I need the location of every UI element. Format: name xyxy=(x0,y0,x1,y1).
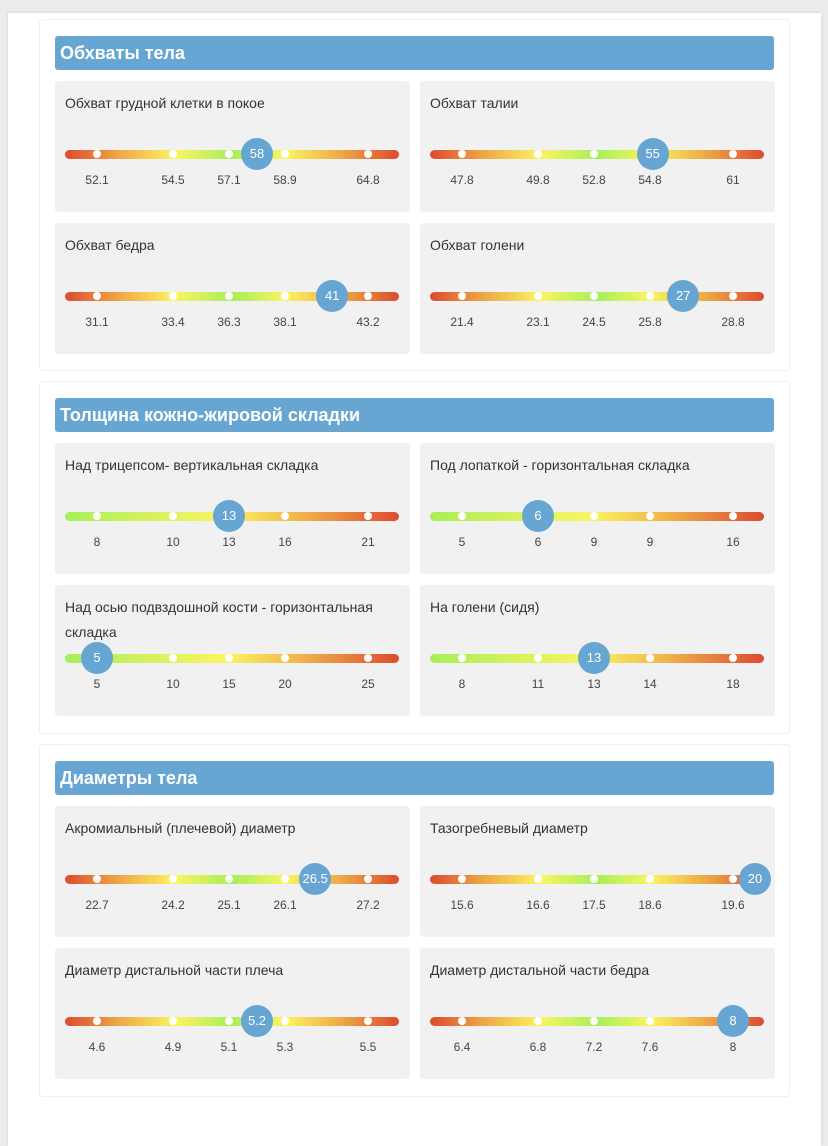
range-tick-label: 25 xyxy=(361,677,375,691)
range-dot xyxy=(169,875,177,883)
range-tick-label: 57.1 xyxy=(217,173,241,187)
range-dot xyxy=(590,1017,598,1025)
range-dot xyxy=(364,292,372,300)
range-dot xyxy=(364,654,372,662)
range-tick-label: 8 xyxy=(729,1040,737,1054)
measure-card-acromial xyxy=(55,806,410,937)
range-dot xyxy=(364,150,372,158)
measure-label: Диаметр дистальной части бедра xyxy=(430,962,650,978)
range-dot xyxy=(458,654,466,662)
range-dot xyxy=(281,654,289,662)
range-tick-label: 22.7 xyxy=(85,898,109,912)
measure-label: Под лопаткой - горизонтальная складка xyxy=(430,457,690,473)
value-marker: 27 xyxy=(667,280,699,312)
range-tick-label: 5.5 xyxy=(359,1040,377,1054)
range-dot xyxy=(225,1017,233,1025)
range-tick-label: 4.6 xyxy=(88,1040,106,1054)
range-dot xyxy=(590,875,598,883)
section-skinfold xyxy=(39,381,790,734)
range-dot xyxy=(458,512,466,520)
range-tick-label: 6 xyxy=(534,535,542,549)
value-marker: 20 xyxy=(739,863,771,895)
range-dot xyxy=(169,654,177,662)
range-dot xyxy=(534,654,542,662)
range-dot xyxy=(364,1017,372,1025)
value-marker: 58 xyxy=(241,138,273,170)
value-marker: 55 xyxy=(637,138,669,170)
range-dot xyxy=(225,654,233,662)
range-dot xyxy=(729,512,737,520)
measure-card-humerus-distal xyxy=(55,948,410,1079)
range-dot xyxy=(93,292,101,300)
range-dot xyxy=(281,1017,289,1025)
measure-label: На голени (сидя) xyxy=(430,599,540,615)
range-dot xyxy=(590,512,598,520)
section-title: Обхваты тела xyxy=(55,36,774,70)
range-tick-label: 31.1 xyxy=(85,315,109,329)
measure-card-hip xyxy=(55,223,410,354)
range-dot xyxy=(646,512,654,520)
range-dot xyxy=(225,292,233,300)
range-tick-label: 36.3 xyxy=(217,315,241,329)
measure-card-calf xyxy=(420,223,775,354)
value-marker: 8 xyxy=(717,1005,749,1037)
range-tick-label: 26.1 xyxy=(273,898,297,912)
range-tick-label: 15 xyxy=(222,677,236,691)
range-tick-label: 52.8 xyxy=(582,173,606,187)
range-dot xyxy=(281,875,289,883)
range-tick-label: 18.6 xyxy=(638,898,662,912)
range-dot xyxy=(646,292,654,300)
range-dot xyxy=(93,1017,101,1025)
measure-card-femur-distal xyxy=(420,948,775,1079)
value-marker: 5 xyxy=(81,642,113,674)
value-marker: 41 xyxy=(316,280,348,312)
range-dot xyxy=(169,512,177,520)
range-dot xyxy=(646,875,654,883)
measure-label: Обхват голени xyxy=(430,237,525,253)
range-tick-label: 64.8 xyxy=(356,173,380,187)
range-dot xyxy=(458,150,466,158)
value-marker: 26.5 xyxy=(299,863,331,895)
value-marker: 13 xyxy=(578,642,610,674)
range-dot xyxy=(646,654,654,662)
range-tick-label: 17.5 xyxy=(582,898,606,912)
range-tick-label: 10 xyxy=(166,677,180,691)
range-tick-label: 54.5 xyxy=(161,173,185,187)
range-tick-label: 8 xyxy=(458,677,466,691)
range-dot xyxy=(93,875,101,883)
range-tick-label: 13 xyxy=(587,677,601,691)
range-dot xyxy=(169,292,177,300)
measure-label: Акромиальный (плечевой) диаметр xyxy=(65,820,296,836)
range-dot xyxy=(729,150,737,158)
range-tick-label: 33.4 xyxy=(161,315,185,329)
measure-label: Обхват бедра xyxy=(65,237,155,253)
range-tick-label: 16.6 xyxy=(526,898,550,912)
range-tick-label: 54.8 xyxy=(638,173,662,187)
range-tick-label: 5.3 xyxy=(276,1040,294,1054)
range-tick-label: 19.6 xyxy=(721,898,745,912)
range-tick-label: 13 xyxy=(222,535,236,549)
range-tick-label: 58.9 xyxy=(273,173,297,187)
range-tick-label: 27.2 xyxy=(356,898,380,912)
range-dot xyxy=(534,292,542,300)
measure-label: Над осью подвздошной кости - горизонтальная складка xyxy=(65,599,373,640)
range-dot xyxy=(169,150,177,158)
range-tick-label: 25.1 xyxy=(217,898,241,912)
range-tick-label: 7.2 xyxy=(585,1040,603,1054)
range-tick-label: 11 xyxy=(531,677,545,691)
measure-card-triceps xyxy=(55,443,410,574)
range-dot xyxy=(93,150,101,158)
range-tick-label: 14 xyxy=(643,677,657,691)
range-dot xyxy=(534,150,542,158)
range-dot xyxy=(93,512,101,520)
range-dot xyxy=(590,292,598,300)
range-tick-label: 16 xyxy=(726,535,740,549)
range-dot xyxy=(364,512,372,520)
range-tick-label: 38.1 xyxy=(273,315,297,329)
range-tick-label: 5 xyxy=(458,535,466,549)
range-dot xyxy=(729,875,737,883)
range-tick-label: 21 xyxy=(361,535,375,549)
range-tick-label: 24.5 xyxy=(582,315,606,329)
range-tick-label: 61 xyxy=(726,173,740,187)
range-dot xyxy=(225,875,233,883)
range-tick-label: 20 xyxy=(278,677,292,691)
range-dot xyxy=(281,292,289,300)
section-title: Диаметры тела xyxy=(55,761,774,795)
range-tick-label: 5 xyxy=(93,677,101,691)
range-tick-label: 23.1 xyxy=(526,315,550,329)
range-tick-label: 10 xyxy=(166,535,180,549)
section-body-girths xyxy=(39,19,790,371)
range-dot xyxy=(729,292,737,300)
range-tick-label: 15.6 xyxy=(450,898,474,912)
range-tick-label: 18 xyxy=(726,677,740,691)
measure-card-shin-sitting xyxy=(420,585,775,716)
measure-label: Обхват талии xyxy=(430,95,519,111)
range-dot xyxy=(534,1017,542,1025)
section-title: Толщина кожно-жировой складки xyxy=(55,398,774,432)
measure-label: Обхват грудной клетки в покое xyxy=(65,95,265,111)
measure-label: Тазогребневый диаметр xyxy=(430,820,588,836)
range-tick-label: 5.1 xyxy=(220,1040,238,1054)
range-dot xyxy=(364,875,372,883)
range-dot xyxy=(590,150,598,158)
range-tick-label: 7.6 xyxy=(641,1040,659,1054)
range-tick-label: 28.8 xyxy=(721,315,745,329)
measure-label: Диаметр дистальной части плеча xyxy=(65,962,284,978)
range-tick-label: 9 xyxy=(646,535,654,549)
range-dot xyxy=(534,875,542,883)
measure-card-iliocristal xyxy=(420,806,775,937)
range-tick-label: 49.8 xyxy=(526,173,550,187)
range-dot xyxy=(729,654,737,662)
measure-card-chest xyxy=(55,81,410,212)
range-tick-label: 47.8 xyxy=(450,173,474,187)
value-marker: 6 xyxy=(522,500,554,532)
range-tick-label: 43.2 xyxy=(356,315,380,329)
range-dot xyxy=(458,875,466,883)
measure-card-waist xyxy=(420,81,775,212)
value-marker: 5.2 xyxy=(241,1005,273,1037)
range-dot xyxy=(281,150,289,158)
range-tick-label: 4.9 xyxy=(164,1040,182,1054)
range-tick-label: 6.4 xyxy=(453,1040,471,1054)
range-tick-label: 16 xyxy=(278,535,292,549)
range-dot xyxy=(646,1017,654,1025)
range-tick-label: 52.1 xyxy=(85,173,109,187)
range-tick-label: 6.8 xyxy=(529,1040,547,1054)
range-tick-label: 9 xyxy=(590,535,598,549)
range-dot xyxy=(458,292,466,300)
section-diameters xyxy=(39,744,790,1097)
range-tick-label: 21.4 xyxy=(450,315,474,329)
range-tick-label: 25.8 xyxy=(638,315,662,329)
range-dot xyxy=(458,1017,466,1025)
range-dot xyxy=(225,150,233,158)
measure-card-suprailiac xyxy=(55,585,410,716)
range-tick-label: 8 xyxy=(93,535,101,549)
range-tick-label: 24.2 xyxy=(161,898,185,912)
measure-card-subscapular xyxy=(420,443,775,574)
measure-label: Над трицепсом- вертикальная складка xyxy=(65,457,319,473)
value-marker: 13 xyxy=(213,500,245,532)
range-dot xyxy=(281,512,289,520)
range-dot xyxy=(169,1017,177,1025)
